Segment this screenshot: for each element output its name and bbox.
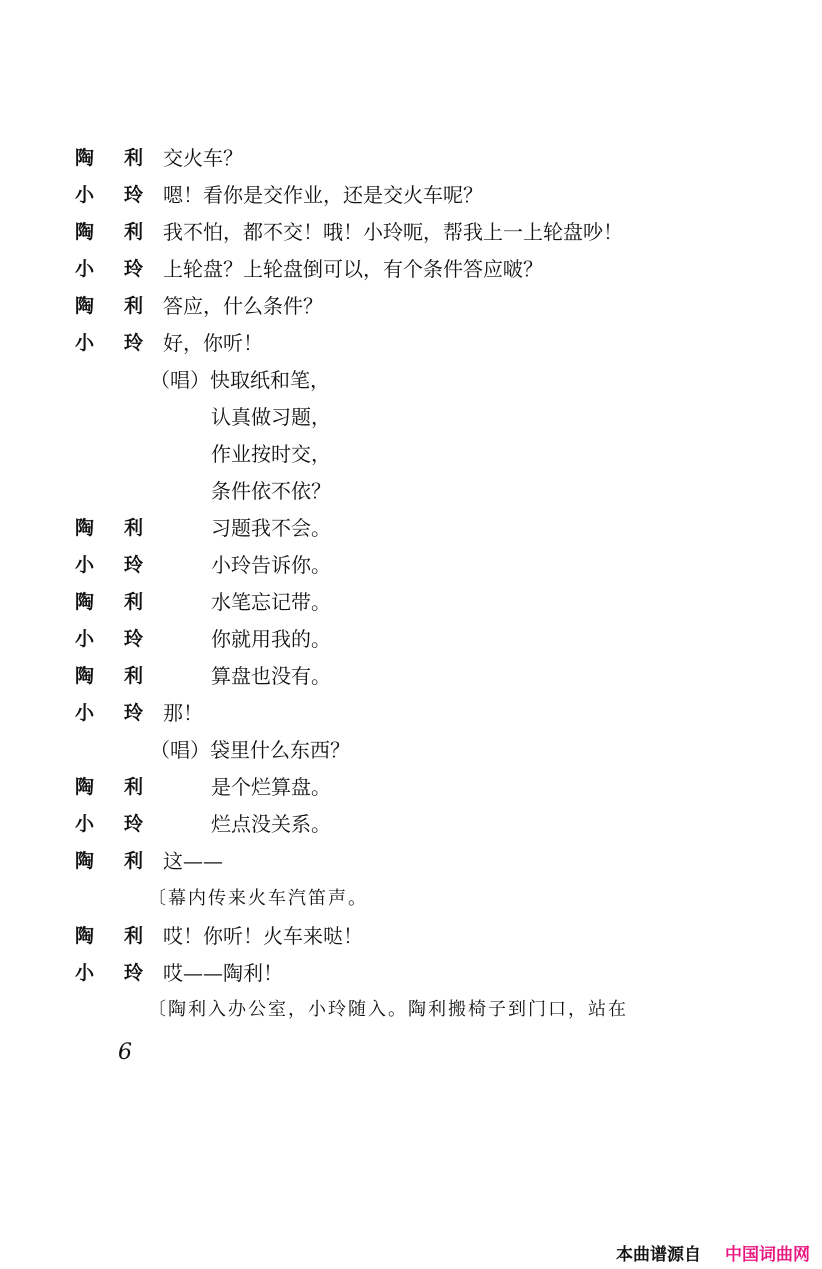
speaker-name: 陶 <box>75 925 95 947</box>
dialogue-text: 哎——陶利！ <box>163 961 283 985</box>
speaker-name: 陶 <box>75 850 95 872</box>
speaker-name: 小 <box>75 332 95 354</box>
speaker-name: 玲 <box>124 962 144 984</box>
speaker-name: 小 <box>75 628 95 650</box>
stage-direction-text: 〔陶利入办公室，小玲随入。陶利搬椅子到门口，站在 <box>148 999 628 1020</box>
dialogue-text: 嗯！看你是交作业，还是交火车呢？ <box>163 183 483 207</box>
speaker-name: 利 <box>124 665 144 687</box>
speaker-name: 陶 <box>75 147 95 169</box>
speaker-name: 小 <box>75 813 95 835</box>
speaker-name: 玲 <box>124 628 144 650</box>
site-name-link[interactable]: 中国词曲网 <box>725 1245 810 1265</box>
speaker-name: 陶 <box>75 221 95 243</box>
speaker-name: 陶 <box>75 665 95 687</box>
sung-text: 习题我不会。 <box>211 516 331 540</box>
speaker-name: 玲 <box>124 702 144 724</box>
sung-text: （唱）快取纸和笔， <box>150 368 330 392</box>
speaker-name: 利 <box>124 776 144 798</box>
speaker-name: 小 <box>75 554 95 576</box>
dialogue-text: 这—— <box>163 849 223 873</box>
speaker-name: 陶 <box>75 591 95 613</box>
stage-direction-text: 〔幕内传来火车汽笛声。 <box>148 888 368 909</box>
sung-text: 条件依不依？ <box>211 479 331 503</box>
speaker-name: 利 <box>124 221 144 243</box>
dialogue-text: 好，你听！ <box>163 331 263 355</box>
speaker-name: 利 <box>124 517 144 539</box>
dialogue-text: 我不怕，都不交！哦！小玲呃，帮我上一上轮盘吵！ <box>163 220 623 244</box>
speaker-name: 玲 <box>124 813 144 835</box>
speaker-name: 小 <box>75 962 95 984</box>
speaker-name: 玲 <box>124 332 144 354</box>
speaker-name: 玲 <box>124 184 144 206</box>
sung-text: 算盘也没有。 <box>211 664 331 688</box>
speaker-name: 玲 <box>124 258 144 280</box>
speaker-name: 玲 <box>124 554 144 576</box>
speaker-name: 利 <box>124 147 144 169</box>
speaker-name: 利 <box>124 925 144 947</box>
sung-text: 你就用我的。 <box>211 627 331 651</box>
sung-text: 小玲告诉你。 <box>211 553 331 577</box>
speaker-name: 利 <box>124 850 144 872</box>
source-label: 本曲谱源自 <box>616 1245 701 1265</box>
dialogue-text: 哎！你听！火车来哒！ <box>163 924 363 948</box>
sung-text: 烂点没关系。 <box>211 812 331 836</box>
sung-text: 作业按时交， <box>211 442 331 466</box>
speaker-name: 陶 <box>75 295 95 317</box>
speaker-name: 小 <box>75 702 95 724</box>
speaker-name: 陶 <box>75 776 95 798</box>
dialogue-text: 那！ <box>163 701 203 725</box>
speaker-name: 陶 <box>75 517 95 539</box>
dialogue-text: 交火车？ <box>163 146 243 170</box>
sung-text: 水笔忘记带。 <box>211 590 331 614</box>
speaker-name: 利 <box>124 295 144 317</box>
speaker-name: 利 <box>124 591 144 613</box>
sung-text: 认真做习题， <box>211 405 331 429</box>
dialogue-text: 答应，什么条件？ <box>163 294 323 318</box>
dialogue-text: 上轮盘？上轮盘倒可以，有个条件答应啵？ <box>163 257 543 281</box>
speaker-name: 小 <box>75 184 95 206</box>
speaker-name: 小 <box>75 258 95 280</box>
sung-text: （唱）袋里什么东西？ <box>150 738 350 762</box>
sung-text: 是个烂算盘。 <box>211 775 331 799</box>
page-number: 6 <box>118 1040 132 1065</box>
